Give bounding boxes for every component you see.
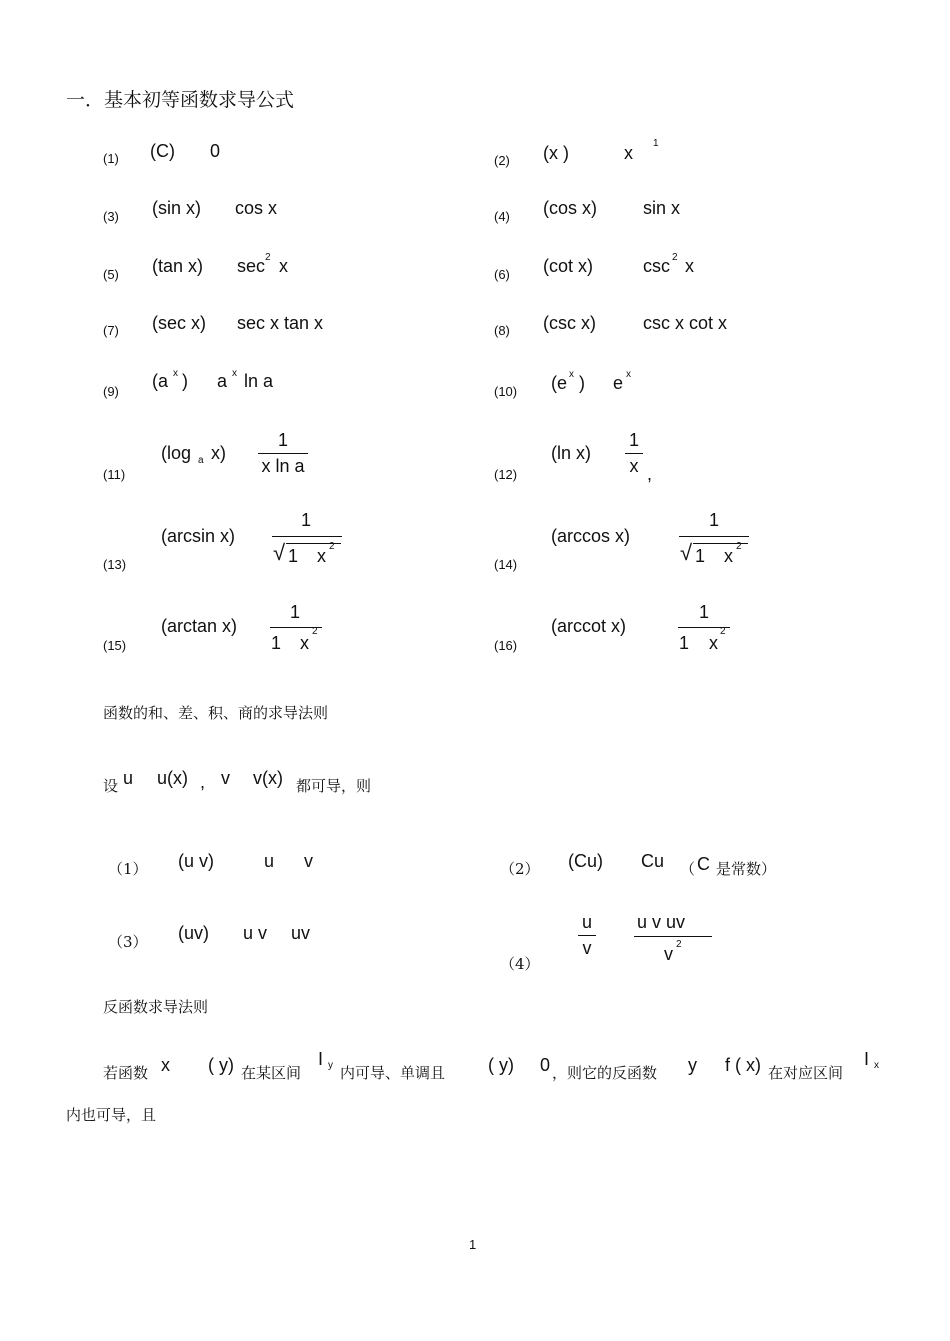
rule-number: （1）	[108, 860, 148, 878]
denominator-term: 1	[288, 546, 299, 566]
section-heading: 一．基本初等函数求导公式	[66, 89, 295, 111]
subscript: a	[198, 455, 204, 466]
numerator: 1	[699, 602, 710, 622]
formula-number: (4)	[494, 209, 510, 224]
formula-lhs: (a	[152, 371, 169, 391]
rule-lhs: (Cu)	[568, 851, 603, 871]
formula-lhs: (log	[161, 443, 192, 463]
superscript: 2	[676, 939, 682, 950]
formula-lhs: (cos x)	[543, 198, 597, 218]
intro-var: u	[123, 768, 134, 788]
formula-rhs: e	[613, 373, 624, 393]
formula-lhs: (arccos x)	[551, 526, 631, 546]
inverse-var: ( y)	[208, 1055, 234, 1075]
trailing-comma: ,	[647, 464, 653, 484]
intro-comma: ,	[200, 772, 206, 792]
inverse-text: 若函数	[103, 1064, 149, 1082]
subscript: y	[328, 1060, 333, 1071]
denominator-term: x	[300, 633, 309, 653]
formula-rhs: x	[624, 143, 633, 163]
formula-number: (11)	[103, 467, 126, 482]
radical-icon: √	[273, 540, 286, 565]
formula-lhs: (arcsin x)	[161, 526, 236, 546]
formula-rhs: sec	[237, 256, 266, 276]
inverse-var: f ( x)	[725, 1055, 761, 1075]
numerator: u v uv	[637, 912, 686, 932]
rule-lhs: (uv)	[178, 923, 209, 943]
superscript: 2	[265, 252, 271, 263]
formula-number: (10)	[494, 384, 518, 399]
subscript: x	[874, 1060, 879, 1071]
fraction-bar	[679, 536, 749, 537]
numerator: u	[581, 912, 592, 932]
fraction	[578, 912, 596, 959]
denominator: x ln a	[261, 456, 305, 476]
numerator: 1	[301, 510, 312, 530]
superscript: x	[173, 368, 178, 379]
formula-number: (5)	[103, 267, 119, 282]
rule-number: （3）	[108, 933, 148, 951]
formula-lhs: (sin x)	[152, 198, 201, 218]
intro-text: 都可导，则	[296, 777, 372, 795]
rule-note-var: C	[697, 854, 710, 874]
radical-icon: √	[680, 540, 693, 565]
rule-note: （	[680, 860, 696, 878]
inverse-text-line2: 内也可导，且	[66, 1106, 157, 1124]
formula-number: (14)	[494, 557, 518, 572]
formula-lhs: )	[182, 371, 188, 391]
formula-number: (1)	[103, 151, 119, 166]
formula-lhs: x)	[211, 443, 226, 463]
formula-rhs-tail: ln a	[244, 371, 274, 391]
superscript: x	[626, 369, 631, 380]
formula-number: (8)	[494, 323, 510, 338]
inverse-var: x	[161, 1055, 170, 1075]
formula-lhs: (arccot x)	[551, 616, 627, 636]
page-number: 1	[469, 1237, 477, 1252]
formula-rhs: 0	[210, 141, 221, 161]
formula-rhs: csc	[643, 256, 670, 276]
numerator: 1	[709, 510, 720, 530]
formula-number: (13)	[103, 557, 127, 572]
fraction-bar	[634, 936, 712, 937]
inverse-var: y	[688, 1055, 697, 1075]
denominator: x	[629, 456, 639, 476]
denominator-term: 1	[679, 633, 690, 653]
intro-var: v	[221, 768, 230, 788]
inverse-text: ，则它的反函数	[552, 1064, 658, 1082]
superscript: 2	[672, 252, 678, 263]
formula-number: (3)	[103, 209, 119, 224]
formula-lhs: (tan x)	[152, 256, 204, 276]
formula-lhs: (e	[551, 373, 568, 393]
superscript: 2	[329, 541, 335, 552]
formula-rhs-tail: x	[279, 256, 288, 276]
formula-rhs: cos x	[235, 198, 278, 218]
inverse-text: 内可导、单调且	[340, 1064, 446, 1082]
superscript: x	[569, 369, 574, 380]
superscript: 2	[720, 626, 726, 637]
formula-rhs: sec x tan x	[237, 313, 324, 333]
fraction-bar	[625, 453, 643, 454]
fraction-bar	[258, 453, 308, 454]
rule-lhs: (u v)	[178, 851, 214, 871]
intro-var: u(x)	[157, 768, 188, 788]
inverse-var: I	[318, 1049, 324, 1069]
fraction-bar	[272, 536, 342, 537]
formula-rhs: a	[217, 371, 228, 391]
formula-lhs: (ln x)	[551, 443, 591, 463]
rule-rhs: Cu	[641, 851, 665, 871]
rule-rhs: uv	[291, 923, 311, 943]
denominator-term: 1	[271, 633, 282, 653]
denominator: v	[664, 944, 673, 964]
rule-rhs: u v	[243, 923, 268, 943]
sqrt-denominator	[273, 540, 343, 570]
numerator: 1	[628, 430, 639, 450]
rule-number: （4）	[500, 955, 540, 973]
rule-rhs: v	[304, 851, 313, 871]
rule-number: （2）	[500, 860, 540, 878]
superscript: 2	[312, 626, 318, 637]
formula-number: (7)	[103, 323, 119, 338]
formula-lhs: (x )	[543, 143, 569, 163]
numerator: 1	[277, 430, 288, 450]
formula-lhs: (arctan x)	[161, 616, 238, 636]
formula-number: (6)	[494, 267, 510, 282]
superscript: 1	[653, 138, 659, 149]
sqrt-denominator	[680, 540, 750, 570]
formula-rhs: csc x cot x	[643, 313, 728, 333]
denominator-term: 1	[695, 546, 706, 566]
inverse-var: 0	[540, 1055, 551, 1075]
inverse-text: 在某区间	[241, 1064, 302, 1082]
formula-number: (15)	[103, 638, 127, 653]
fraction-bar	[578, 935, 596, 936]
formula-lhs: )	[579, 373, 585, 393]
denominator-term: x	[317, 546, 326, 566]
formula-lhs: (C)	[150, 141, 175, 161]
superscript: x	[232, 368, 237, 379]
formula-lhs: (csc x)	[543, 313, 596, 333]
numerator: 1	[290, 602, 301, 622]
formula-number: (2)	[494, 153, 510, 168]
denominator-term: x	[724, 546, 733, 566]
inverse-var: I	[864, 1049, 870, 1069]
denominator: v	[582, 938, 592, 958]
inverse-var: ( y)	[488, 1055, 514, 1075]
formula-number: (9)	[103, 384, 119, 399]
rule-note: 是常数）	[716, 860, 777, 878]
intro-text: 设	[103, 777, 119, 795]
rule-rhs: u	[264, 851, 275, 871]
formula-rhs-tail: x	[685, 256, 694, 276]
intro-var: v(x)	[253, 768, 283, 788]
fraction	[258, 430, 308, 477]
superscript: 2	[736, 541, 742, 552]
formula-rhs: sin x	[643, 198, 681, 218]
formula-lhs: (sec x)	[152, 313, 206, 333]
inverse-text: 在对应区间	[768, 1064, 844, 1082]
denominator-term: x	[709, 633, 718, 653]
inverse-title: 反函数求导法则	[103, 998, 209, 1016]
formula-number: (16)	[494, 638, 518, 653]
formula-number: (12)	[494, 467, 518, 482]
fraction	[625, 430, 643, 477]
formula-lhs: (cot x)	[543, 256, 594, 276]
rules-title: 函数的和、差、积、商的求导法则	[103, 704, 329, 722]
